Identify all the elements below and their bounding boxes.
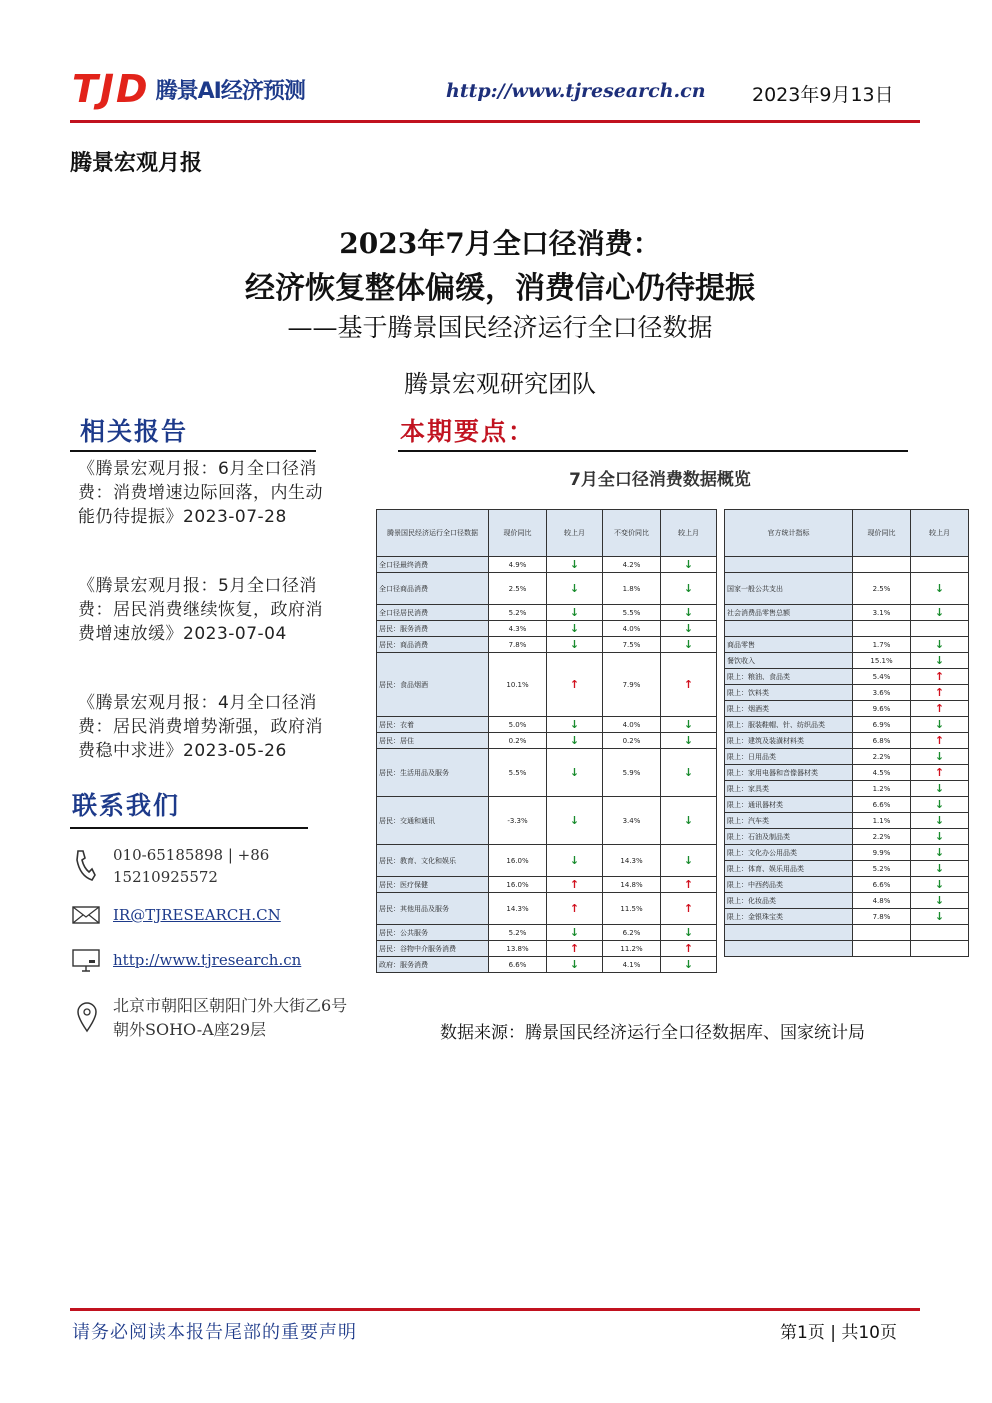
arrow-up-icon: ↑ <box>934 686 945 699</box>
arrow-down-icon: ↓ <box>934 830 945 843</box>
official-nominal-yoy: 15.1% <box>853 653 911 669</box>
trend-cell <box>911 941 969 957</box>
indicator-name: 全口径最终消费 <box>377 557 489 573</box>
indicator-name <box>725 621 853 637</box>
nominal-yoy: 10.1% <box>489 653 547 717</box>
official-nominal-yoy: 1.7% <box>853 637 911 653</box>
trend-cell <box>547 557 603 573</box>
arrow-up-icon: ↑ <box>934 702 945 715</box>
related-report-3[interactable]: 《腾景宏观月报：4月全口径消费：居民消费增势渐强，政府消费稳中求进》2023-05-26 <box>78 693 323 761</box>
table-row <box>377 733 969 749</box>
real-yoy: 11.5% <box>603 893 661 925</box>
trend-cell <box>661 621 717 637</box>
official-indicator-name: 社会消费品零售总额 <box>725 605 853 621</box>
official-nominal-yoy: 3.6% <box>853 685 911 701</box>
indicator-name <box>725 925 853 941</box>
trend-cell <box>911 557 969 573</box>
trend-cell <box>661 653 717 717</box>
contact-rule <box>70 827 308 829</box>
indicator-name: 居民：衣着 <box>377 717 489 733</box>
arrow-up-icon: ↑ <box>569 878 580 891</box>
official-indicator-name: 限上：金银珠宝类 <box>725 909 853 925</box>
arrow-up-icon: ↑ <box>934 670 945 683</box>
team-name: 腾景宏观研究团队 <box>404 370 596 398</box>
key-points-rule <box>398 450 908 452</box>
official-nominal-yoy: 1.1% <box>853 813 911 829</box>
trend-cell <box>661 557 717 573</box>
related-rule <box>70 450 316 452</box>
table-header-cell: 较上月 <box>911 510 969 557</box>
table-row <box>377 605 969 621</box>
table-row <box>377 957 969 973</box>
arrow-down-icon: ↓ <box>569 582 580 595</box>
indicator-name: 全口径商品消费 <box>377 573 489 605</box>
trend-cell <box>661 733 717 749</box>
trend-cell <box>911 829 969 845</box>
table-row <box>377 557 969 573</box>
table-header-cell: 现价同比 <box>853 510 911 557</box>
nominal-yoy: 5.0% <box>489 717 547 733</box>
arrow-down-icon: ↓ <box>683 958 694 971</box>
trend-cell <box>911 621 969 637</box>
real-yoy: 11.2% <box>603 941 661 957</box>
table-row <box>377 893 969 909</box>
trend-cell <box>661 893 717 925</box>
nominal-yoy <box>853 925 911 941</box>
page-number: 第1页 | 共10页 <box>780 1323 897 1343</box>
table-row <box>377 717 969 733</box>
arrow-down-icon: ↓ <box>683 926 694 939</box>
arrow-up-icon: ↑ <box>569 942 580 955</box>
nominal-yoy: 13.8% <box>489 941 547 957</box>
trend-cell <box>547 717 603 733</box>
location-pin-icon <box>76 1001 98 1037</box>
trend-cell <box>911 893 969 909</box>
official-indicator-name: 限上：通讯器材类 <box>725 797 853 813</box>
official-nominal-yoy: 4.5% <box>853 765 911 781</box>
trend-cell <box>911 861 969 877</box>
arrow-down-icon: ↓ <box>683 558 694 571</box>
trend-cell <box>911 765 969 781</box>
official-nominal-yoy: 3.1% <box>853 605 911 621</box>
trend-cell <box>911 701 969 717</box>
arrow-up-icon: ↑ <box>683 942 694 955</box>
table-row <box>377 621 969 637</box>
trend-cell <box>661 877 717 893</box>
official-nominal-yoy: 2.2% <box>853 749 911 765</box>
official-indicator-name: 限上：家具类 <box>725 781 853 797</box>
official-indicator-name: 限上：建筑及装潢材料类 <box>725 733 853 749</box>
indicator-name: 政府：服务消费 <box>377 957 489 973</box>
indicator-name: 居民：公共服务 <box>377 925 489 941</box>
table-header-cell: 较上月 <box>547 510 603 557</box>
header-url[interactable]: http://www.tjresearch.cn <box>446 80 706 102</box>
nominal-yoy <box>853 621 911 637</box>
nominal-yoy <box>853 557 911 573</box>
official-indicator-name: 国家一般公共支出 <box>725 573 853 605</box>
real-yoy: 6.2% <box>603 925 661 941</box>
arrow-down-icon: ↓ <box>934 814 945 827</box>
contact-address: 北京市朝阳区朝阳门外大街乙6号朝外SOHO-A座29层 <box>113 996 348 1039</box>
trend-cell <box>911 733 969 749</box>
contact-heading: 联系我们 <box>72 791 181 820</box>
trend-cell <box>547 605 603 621</box>
real-yoy: 4.2% <box>603 557 661 573</box>
official-nominal-yoy: 9.9% <box>853 845 911 861</box>
real-yoy: 14.8% <box>603 877 661 893</box>
indicator-name: 居民：教育、文化和娱乐 <box>377 845 489 877</box>
arrow-down-icon: ↓ <box>934 846 945 859</box>
logo-mark: TJD <box>72 67 150 111</box>
related-heading: 相关报告 <box>80 417 189 446</box>
arrow-down-icon: ↓ <box>934 798 945 811</box>
indicator-name: 居民：服务消费 <box>377 621 489 637</box>
official-indicator-name: 限上：汽车类 <box>725 813 853 829</box>
nominal-yoy: 5.2% <box>489 925 547 941</box>
real-yoy: 4.0% <box>603 717 661 733</box>
indicator-name <box>725 941 853 957</box>
report-type: 腾景宏观月报 <box>70 151 203 176</box>
trend-cell <box>661 605 717 621</box>
contact-website[interactable]: http://www.tjresearch.cn <box>113 951 302 969</box>
trend-cell <box>911 669 969 685</box>
trend-cell <box>911 845 969 861</box>
trend-cell <box>547 733 603 749</box>
official-indicator-name: 商品零售 <box>725 637 853 653</box>
arrow-down-icon: ↓ <box>683 814 694 827</box>
arrow-down-icon: ↓ <box>569 638 580 651</box>
indicator-name: 居民：生活用品及服务 <box>377 749 489 797</box>
arrow-up-icon: ↑ <box>569 678 580 691</box>
official-nominal-yoy: 5.4% <box>853 669 911 685</box>
trend-cell <box>547 941 603 957</box>
table-row <box>377 925 969 941</box>
official-nominal-yoy: 5.2% <box>853 861 911 877</box>
nominal-yoy <box>853 941 911 957</box>
real-yoy: 4.1% <box>603 957 661 973</box>
key-points-heading: 本期要点： <box>400 417 536 446</box>
official-nominal-yoy: 6.8% <box>853 733 911 749</box>
table-row <box>377 637 969 653</box>
arrow-down-icon: ↓ <box>569 606 580 619</box>
table-header-cell: 现价同比 <box>489 510 547 557</box>
table-header-cell: 较上月 <box>661 510 717 557</box>
trend-cell <box>547 573 603 605</box>
arrow-down-icon: ↓ <box>569 814 580 827</box>
trend-cell <box>661 637 717 653</box>
real-yoy: 5.9% <box>603 749 661 797</box>
table-row <box>377 653 969 669</box>
table-row <box>377 941 969 957</box>
arrow-down-icon: ↓ <box>569 926 580 939</box>
table-row <box>377 797 969 813</box>
arrow-down-icon: ↓ <box>569 766 580 779</box>
consumption-table <box>376 509 970 975</box>
arrow-down-icon: ↓ <box>683 766 694 779</box>
arrow-down-icon: ↓ <box>934 910 945 923</box>
indicator-name: 居民：居住 <box>377 733 489 749</box>
arrow-down-icon: ↓ <box>934 862 945 875</box>
table-header-cell: 官方统计指标 <box>725 510 853 557</box>
official-nominal-yoy: 6.6% <box>853 797 911 813</box>
arrow-down-icon: ↓ <box>934 878 945 891</box>
official-nominal-yoy: 1.2% <box>853 781 911 797</box>
trend-cell <box>661 749 717 797</box>
arrow-up-icon: ↑ <box>683 902 694 915</box>
nominal-yoy: 7.8% <box>489 637 547 653</box>
table-row <box>377 845 969 861</box>
footer-disclaimer[interactable]: 请务必阅读本报告尾部的重要声明 <box>72 1322 357 1343</box>
trend-cell <box>661 957 717 973</box>
trend-cell <box>911 653 969 669</box>
real-yoy: 4.0% <box>603 621 661 637</box>
arrow-down-icon: ↓ <box>683 606 694 619</box>
arrow-down-icon: ↓ <box>569 558 580 571</box>
title-line-1: 2023年7月全口径消费： <box>339 227 661 260</box>
nominal-yoy: 5.5% <box>489 749 547 797</box>
trend-cell <box>547 957 603 973</box>
indicator-name: 居民：食品烟酒 <box>377 653 489 717</box>
arrow-down-icon: ↓ <box>934 894 945 907</box>
nominal-yoy: 4.9% <box>489 557 547 573</box>
table-header-cell: 腾景国民经济运行全口径数据 <box>377 510 489 557</box>
monitor-icon <box>72 949 100 977</box>
trend-cell <box>661 797 717 845</box>
trend-cell <box>547 925 603 941</box>
trend-cell <box>911 909 969 925</box>
trend-cell <box>547 621 603 637</box>
arrow-down-icon: ↓ <box>934 654 945 667</box>
trend-cell <box>911 573 969 605</box>
trend-cell <box>911 637 969 653</box>
official-indicator-name: 限上：饮料类 <box>725 685 853 701</box>
official-nominal-yoy: 6.9% <box>853 717 911 733</box>
arrow-down-icon: ↓ <box>569 854 580 867</box>
contact-email[interactable]: IR@TJRESEARCH.CN <box>113 906 281 924</box>
arrow-down-icon: ↓ <box>569 622 580 635</box>
data-source: 数据来源：腾景国民经济运行全口径数据库、国家统计局 <box>440 1023 865 1043</box>
nominal-yoy: 4.3% <box>489 621 547 637</box>
real-yoy: 3.4% <box>603 797 661 845</box>
table-title: 7月全口径消费数据概览 <box>569 470 751 490</box>
phone-icon <box>74 848 96 886</box>
mail-icon <box>72 906 100 928</box>
nominal-yoy: 14.3% <box>489 893 547 925</box>
arrow-up-icon: ↑ <box>934 734 945 747</box>
arrow-down-icon: ↓ <box>683 582 694 595</box>
trend-cell <box>911 797 969 813</box>
trend-cell <box>661 925 717 941</box>
trend-cell <box>911 685 969 701</box>
official-nominal-yoy: 7.8% <box>853 909 911 925</box>
arrow-up-icon: ↑ <box>569 902 580 915</box>
nominal-yoy: -3.3% <box>489 797 547 845</box>
real-yoy: 14.3% <box>603 845 661 877</box>
official-indicator-name: 限上：粮油、食品类 <box>725 669 853 685</box>
table-row <box>377 749 969 765</box>
table-row <box>377 877 969 893</box>
title-line-2: 经济恢复整体偏缓，消费信心仍待提振 <box>245 271 755 306</box>
arrow-up-icon: ↑ <box>683 878 694 891</box>
official-indicator-name: 限上：中西药品类 <box>725 877 853 893</box>
official-nominal-yoy: 9.6% <box>853 701 911 717</box>
official-indicator-name: 限上：服装鞋帽、针、纺织品类 <box>725 717 853 733</box>
indicator-name: 居民：谷物中介服务消费 <box>377 941 489 957</box>
arrow-down-icon: ↓ <box>934 718 945 731</box>
official-indicator-name: 限上：化妆品类 <box>725 893 853 909</box>
nominal-yoy: 2.5% <box>489 573 547 605</box>
table-gap <box>717 557 725 973</box>
arrow-down-icon: ↓ <box>683 718 694 731</box>
trend-cell <box>661 941 717 957</box>
official-indicator-name: 限上：家用电器和音像器材类 <box>725 765 853 781</box>
header-rule <box>70 120 920 123</box>
nominal-yoy: 16.0% <box>489 845 547 877</box>
real-yoy: 5.5% <box>603 605 661 621</box>
logo-text: 腾景AI经济预测 <box>155 78 305 104</box>
related-report-1[interactable]: 《腾景宏观月报：6月全口径消费：消费增速边际回落，内生动能仍待提振》2023-07-28 <box>78 459 323 527</box>
table-header-cell: 不变价同比 <box>603 510 661 557</box>
logo <box>72 67 305 111</box>
official-nominal-yoy: 2.2% <box>853 829 911 845</box>
official-nominal-yoy: 2.5% <box>853 573 911 605</box>
official-indicator-name: 限上：文化办公用品类 <box>725 845 853 861</box>
real-yoy: 1.8% <box>603 573 661 605</box>
official-nominal-yoy: 4.8% <box>853 893 911 909</box>
arrow-down-icon: ↓ <box>934 750 945 763</box>
arrow-up-icon: ↑ <box>683 678 694 691</box>
arrow-down-icon: ↓ <box>683 734 694 747</box>
arrow-down-icon: ↓ <box>683 854 694 867</box>
indicator-name: 居民：交通和通讯 <box>377 797 489 845</box>
arrow-down-icon: ↓ <box>934 606 945 619</box>
trend-cell <box>911 749 969 765</box>
official-indicator-name: 限上：体育、娱乐用品类 <box>725 861 853 877</box>
official-nominal-yoy: 6.6% <box>853 877 911 893</box>
trend-cell <box>661 845 717 877</box>
arrow-down-icon: ↓ <box>934 782 945 795</box>
title-line-3: ——基于腾景国民经济运行全口径数据 <box>287 313 713 342</box>
indicator-name: 居民：其他用品及服务 <box>377 893 489 925</box>
trend-cell <box>547 637 603 653</box>
header-date: 2023年9月13日 <box>752 84 894 106</box>
contact-phone[interactable]: 010-65185898 | +86 15210925572 <box>113 846 270 886</box>
official-indicator-name: 限上：日用品类 <box>725 749 853 765</box>
indicator-name: 居民：商品消费 <box>377 637 489 653</box>
trend-cell <box>547 749 603 797</box>
trend-cell <box>911 877 969 893</box>
arrow-down-icon: ↓ <box>934 582 945 595</box>
trend-cell <box>911 605 969 621</box>
trend-cell <box>911 781 969 797</box>
arrow-down-icon: ↓ <box>683 622 694 635</box>
nominal-yoy: 16.0% <box>489 877 547 893</box>
nominal-yoy: 5.2% <box>489 605 547 621</box>
real-yoy: 7.9% <box>603 653 661 717</box>
nominal-yoy: 0.2% <box>489 733 547 749</box>
real-yoy: 0.2% <box>603 733 661 749</box>
trend-cell <box>547 797 603 845</box>
data-table <box>376 509 969 973</box>
trend-cell <box>911 813 969 829</box>
trend-cell <box>547 845 603 877</box>
trend-cell <box>547 653 603 717</box>
related-report-2[interactable]: 《腾景宏观月报：5月全口径消费：居民消费继续恢复，政府消费增速放缓》2023-07-04 <box>78 576 323 644</box>
nominal-yoy: 6.6% <box>489 957 547 973</box>
arrow-down-icon: ↓ <box>569 718 580 731</box>
arrow-down-icon: ↓ <box>569 958 580 971</box>
official-indicator-name: 限上：烟酒类 <box>725 701 853 717</box>
indicator-name <box>725 557 853 573</box>
arrow-up-icon: ↑ <box>934 766 945 779</box>
arrow-down-icon: ↓ <box>569 734 580 747</box>
official-indicator-name: 餐饮收入 <box>725 653 853 669</box>
footer-rule <box>70 1308 920 1311</box>
arrow-down-icon: ↓ <box>683 638 694 651</box>
indicator-name: 全口径居民消费 <box>377 605 489 621</box>
official-indicator-name: 限上：石油及制品类 <box>725 829 853 845</box>
trend-cell <box>911 717 969 733</box>
indicator-name: 居民：医疗保健 <box>377 877 489 893</box>
trend-cell <box>547 893 603 925</box>
arrow-down-icon: ↓ <box>934 638 945 651</box>
trend-cell <box>661 717 717 733</box>
real-yoy: 7.5% <box>603 637 661 653</box>
table-gap <box>717 510 725 557</box>
trend-cell <box>661 573 717 605</box>
trend-cell <box>547 877 603 893</box>
trend-cell <box>911 925 969 941</box>
